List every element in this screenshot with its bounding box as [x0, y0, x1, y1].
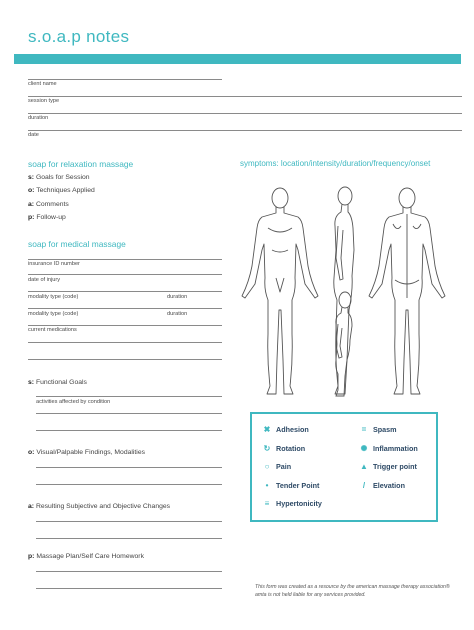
med-s-item: s: Functional Goals	[28, 379, 87, 386]
relax-o-item: o: Techniques Applied	[28, 187, 95, 194]
legend-adhesion: ✖ Adhesion	[263, 425, 309, 434]
duration-label: duration	[28, 115, 49, 121]
relax-s-item: s: Goals for Session	[28, 174, 90, 181]
findings-line-2[interactable]	[36, 484, 222, 485]
injury-line[interactable]	[28, 274, 222, 275]
footer-line-1: This form was created as a resource by the american massage therapy association®	[255, 584, 450, 590]
double-line-icon: ≡	[264, 499, 270, 508]
medications-line-3[interactable]	[28, 359, 222, 360]
session-type-line[interactable]	[28, 96, 462, 97]
modality-line-2[interactable]	[28, 308, 222, 309]
inflammation-icon: ✺	[360, 444, 368, 453]
legend-elevation: / Elevation	[373, 481, 405, 490]
footer-line-2: amta is not held liable for any services provided.	[255, 592, 366, 598]
modality-label-2: modality type (code)	[28, 311, 79, 317]
relax-p-item: p: Follow-up	[28, 214, 66, 221]
insurance-label: insurance ID number	[28, 261, 80, 267]
client-name-line[interactable]	[28, 79, 222, 80]
med-p-item: p: Massage Plan/Self Care Homework	[28, 553, 144, 560]
legend-spasm: = Spasm	[373, 425, 397, 434]
activities-line-1[interactable]	[36, 413, 222, 414]
legend-hypertonicity: ≡ Hypertonicity	[276, 499, 322, 508]
relaxation-heading: soap for relaxation massage	[28, 159, 134, 169]
date-label: date	[28, 132, 39, 138]
medications-label: current medications	[28, 327, 77, 333]
med-o-item: o: Visual/Palpable Findings, Modalities	[28, 449, 145, 456]
insurance-line[interactable]	[28, 259, 222, 260]
changes-line-1[interactable]	[36, 521, 222, 522]
medications-line[interactable]	[28, 325, 222, 326]
modality-label-1: modality type (code)	[28, 294, 79, 300]
triangle-icon: ▲	[360, 462, 368, 471]
symptoms-heading: symptoms: location/intensity/duration/frequency/onset	[240, 159, 431, 168]
functional-goals-line[interactable]	[36, 396, 222, 397]
activities-label: activities affected by condition	[36, 399, 111, 405]
medical-heading: soap for medical massage	[28, 239, 126, 249]
equals-icon: =	[361, 425, 367, 434]
changes-line-2[interactable]	[36, 538, 222, 539]
back-figure	[369, 188, 445, 394]
legend-trigger-point: ▲ Trigger point	[360, 462, 417, 471]
dot-icon: •	[265, 481, 269, 490]
side-figure-small[interactable]	[328, 290, 362, 402]
session-type-label: session type	[28, 98, 60, 104]
circle-icon: ○	[264, 462, 270, 471]
injury-label: date of injury	[28, 277, 61, 283]
footer-note	[255, 583, 460, 599]
modality-line-1[interactable]	[28, 291, 222, 292]
findings-line-1[interactable]	[36, 467, 222, 468]
activities-line-2[interactable]	[36, 430, 222, 431]
plan-line-2[interactable]	[36, 588, 222, 589]
legend-pain: ○ Pain	[276, 462, 291, 471]
header-band	[14, 54, 461, 64]
front-figure	[242, 188, 318, 394]
rotation-icon: ↻	[263, 444, 271, 453]
x-mark-icon: ✖	[263, 425, 271, 434]
date-line[interactable]	[28, 130, 462, 131]
legend-rotation: ↻ Rotation	[263, 444, 306, 453]
medications-line-2[interactable]	[28, 342, 222, 343]
page-title: s.o.a.p notes	[28, 27, 130, 46]
med-a-item: a: Resulting Subjective and Objective Changes	[28, 503, 171, 510]
legend-inflammation: ✺ Inflammation	[360, 444, 418, 453]
plan-line-1[interactable]	[36, 571, 222, 572]
duration-label-2: duration	[167, 311, 188, 317]
slash-icon: /	[362, 481, 366, 490]
legend-tender-point: • Tender Point	[276, 481, 319, 490]
relax-a-item: a: Comments	[28, 201, 69, 208]
client-name-label: client name	[28, 81, 57, 87]
duration-label-1: duration	[167, 294, 188, 300]
duration-line[interactable]	[28, 113, 462, 114]
